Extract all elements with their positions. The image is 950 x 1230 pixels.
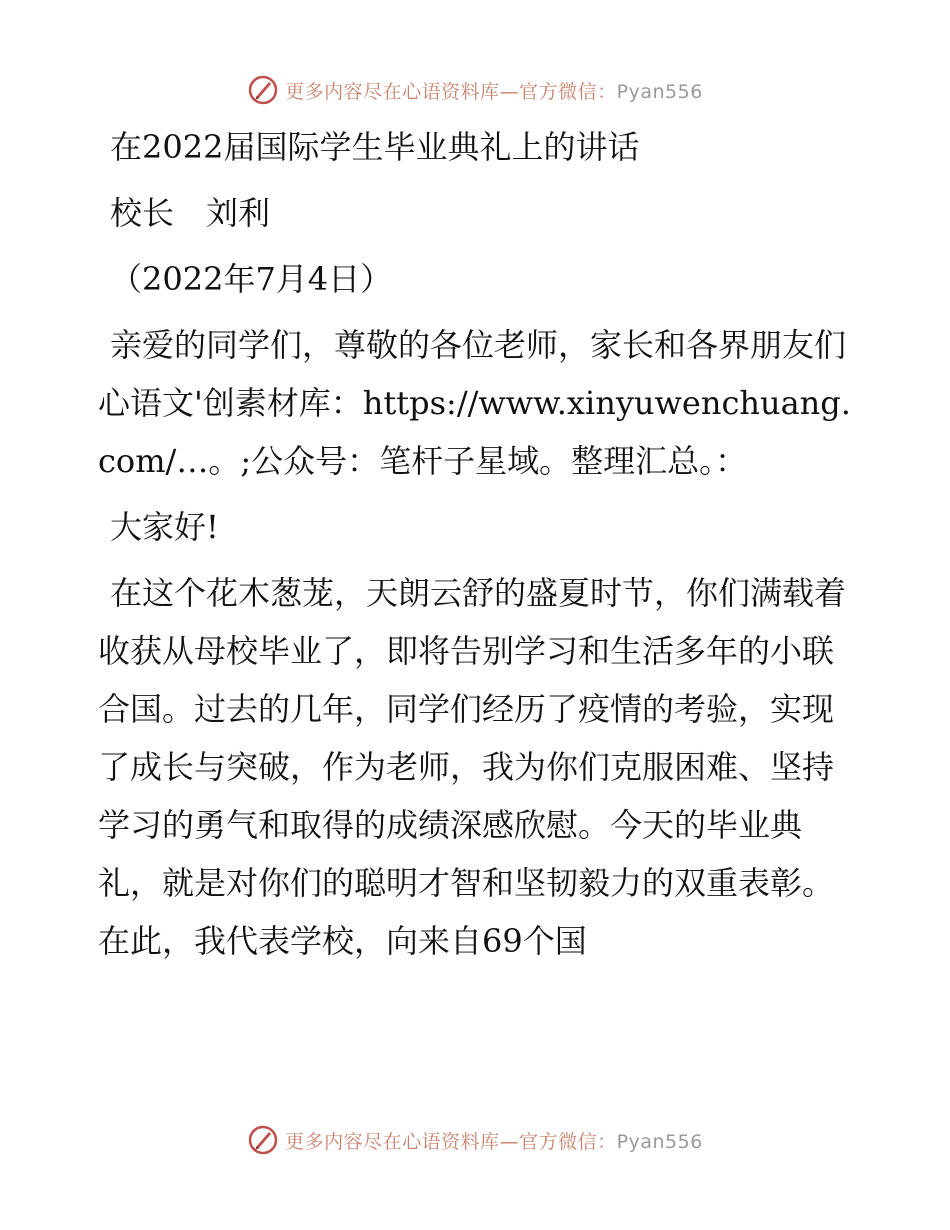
banner-text: 更多内容尽在心语资料库—官方微信： xyxy=(285,80,617,103)
salutation-paragraph: 亲爱的同学们，尊敬的各位老师，家长和各界朋友们心语文'创素材库：https://www.xinyuwenchuang.com/…。;公众号：笔杆子星域。整理汇总。： xyxy=(98,326,851,480)
quill-logo-icon xyxy=(247,74,279,106)
document-title: 在2022届国际学生毕业典礼上的讲话 xyxy=(110,128,640,166)
date-line: （2022年7月4日） xyxy=(110,260,393,298)
document-body xyxy=(98,118,858,978)
quill-logo-icon xyxy=(247,1124,279,1156)
footer-banner xyxy=(0,1120,950,1160)
banner-wechat-id: Pyan556 xyxy=(616,80,703,103)
banner-wechat-id: Pyan556 xyxy=(616,1130,703,1153)
greeting-line: 大家好! xyxy=(110,508,219,546)
header-banner xyxy=(0,70,950,110)
body-paragraph: 在这个花木葱茏，天朗云舒的盛夏时节，你们满载着收获从母校毕业了，即将告别学习和生活多年的小联合国。过去的几年，同学们经历了疫情的考验，实现了成长与突破，作为老师，我为你们克服困难、坚持学习的勇气和取得的成绩深感欣慰。今天的毕业典礼，就是对你们的聪明才智和坚韧毅力的双重表彰。在此，我代表学校，向来自69个国 xyxy=(98,574,847,960)
banner-text: 更多内容尽在心语资料库—官方微信： xyxy=(285,1130,617,1153)
speaker-line: 校长 刘利 xyxy=(110,194,271,232)
